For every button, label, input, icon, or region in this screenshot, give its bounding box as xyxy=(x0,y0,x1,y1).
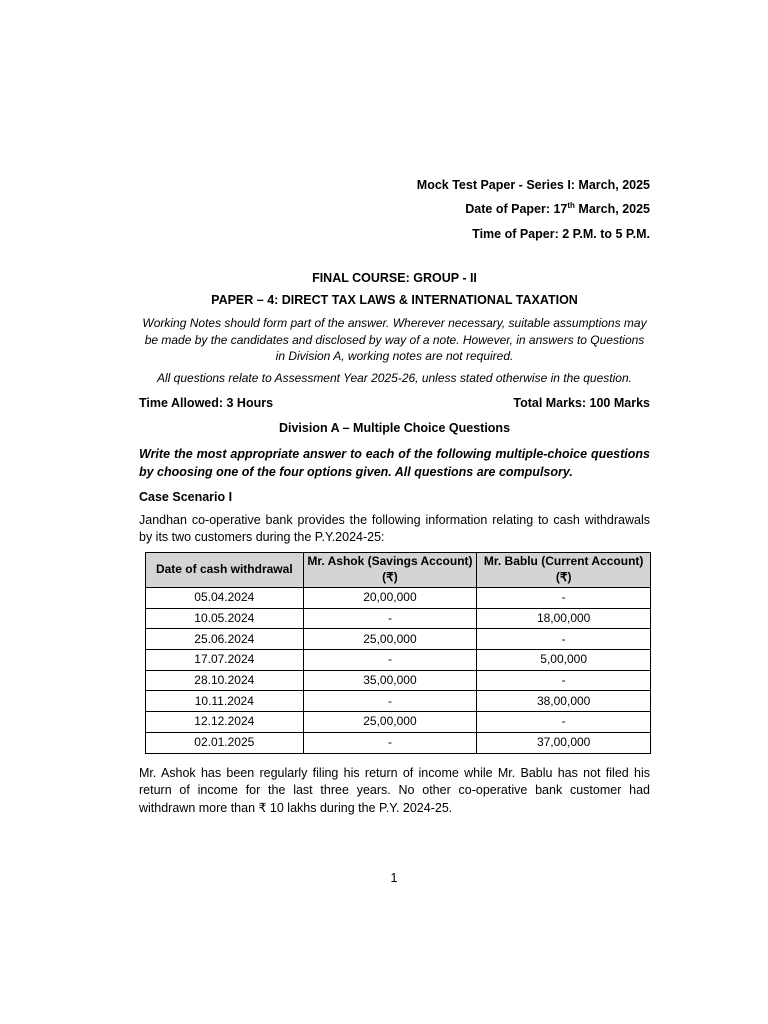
time-allowed: Time Allowed: 3 Hours xyxy=(139,396,274,410)
working-notes: Working Notes should form part of the answer. Wherever necessary, suitable assumptions may be made by the candidates and disclosed by way of a note. However, in answers to Questions in Division A, working notes are not required. xyxy=(142,316,647,364)
table-row xyxy=(146,670,651,691)
table-row xyxy=(146,712,651,733)
cell-date: 10.05.2024 xyxy=(146,608,304,629)
cell-bablu: - xyxy=(477,588,651,609)
cell-date: 05.04.2024 xyxy=(146,588,304,609)
cell-bablu: 18,00,000 xyxy=(477,608,651,629)
case-scenario-title: Case Scenario I xyxy=(139,490,233,504)
instructions: Write the most appropriate answer to each of the following multiple-choice questions by choosing one of the four options given. All questions are compulsory. xyxy=(139,447,650,480)
paper-title: PAPER – 4: DIRECT TAX LAWS & INTERNATIONAL TAXATION xyxy=(211,293,578,307)
table-row xyxy=(146,608,651,629)
division-title: Division A – Multiple Choice Questions xyxy=(278,421,511,435)
cell-ashok: 35,00,000 xyxy=(303,670,477,691)
header-date: Date of cash withdrawal xyxy=(146,553,304,588)
cell-bablu: 37,00,000 xyxy=(477,732,651,753)
date-line xyxy=(465,201,650,218)
cell-ashok: - xyxy=(303,650,477,671)
cell-bablu: 5,00,000 xyxy=(477,650,651,671)
cell-date: 12.12.2024 xyxy=(146,712,304,733)
total-marks: Total Marks: 100 Marks xyxy=(513,396,650,410)
header-ashok: Mr. Ashok (Savings Account) (₹) xyxy=(303,553,477,588)
table-header-row xyxy=(146,553,651,588)
header-bablu: Mr. Bablu (Current Account) (₹) xyxy=(477,553,651,588)
cell-ashok: - xyxy=(303,732,477,753)
date-suffix: March, 2025 xyxy=(574,202,650,216)
cell-bablu: 38,00,000 xyxy=(477,691,651,712)
closing-paragraph: Mr. Ashok has been regularly filing his return of income while Mr. Bablu has not filed his return of income for the last three years. No other co-operative bank customer had withdrawn more than ₹ 10 lakhs during the P.Y. 2024-25. xyxy=(139,766,650,815)
cell-date: 10.11.2024 xyxy=(146,691,304,712)
case-intro: Jandhan co-operative bank provides the following information relating to cash withdrawals by its two customers during the P.Y.2024-25: xyxy=(139,513,650,544)
time-line: Time of Paper: 2 P.M. to 5 P.M. xyxy=(472,227,650,241)
cell-ashok: - xyxy=(303,691,477,712)
cell-bablu: - xyxy=(477,629,651,650)
table-row xyxy=(146,629,651,650)
cell-bablu: - xyxy=(477,670,651,691)
cell-date: 17.07.2024 xyxy=(146,650,304,671)
assessment-year-note: All questions relate to Assessment Year 2025-26, unless stated otherwise in the question. xyxy=(157,371,632,385)
table-row xyxy=(146,691,651,712)
series-line: Mock Test Paper - Series I: March, 2025 xyxy=(416,178,650,192)
cell-date: 25.06.2024 xyxy=(146,629,304,650)
cell-date: 28.10.2024 xyxy=(146,670,304,691)
withdrawals-table xyxy=(145,552,651,754)
cell-ashok: - xyxy=(303,608,477,629)
cell-ashok: 25,00,000 xyxy=(303,629,477,650)
cell-ashok: 25,00,000 xyxy=(303,712,477,733)
table-row xyxy=(146,650,651,671)
cell-date: 02.01.2025 xyxy=(146,732,304,753)
cell-ashok: 20,00,000 xyxy=(303,588,477,609)
table-row xyxy=(146,732,651,753)
page-number: 1 xyxy=(390,871,398,885)
time-marks-row xyxy=(139,395,650,412)
date-superscript: th xyxy=(567,201,575,210)
date-prefix: Date of Paper: 17 xyxy=(465,202,568,216)
cell-bablu: - xyxy=(477,712,651,733)
table-row xyxy=(146,588,651,609)
course-title: FINAL COURSE: GROUP - II xyxy=(312,271,477,285)
